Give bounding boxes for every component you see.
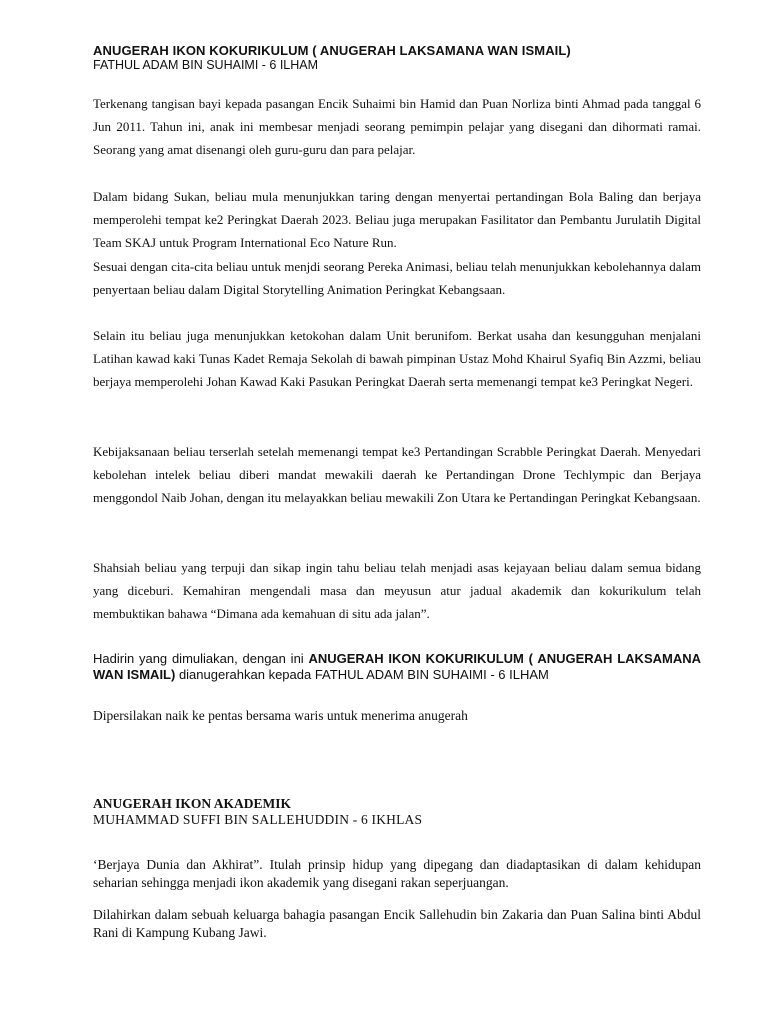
closing-invitation: Dipersilakan naik ke pentas bersama waris untuk menerima anugerah	[93, 708, 468, 723]
announcement-award-name: ANUGERAH IKON KOKURIKULUM ( ANUGERAH LAKSAMANA WAN ISMAIL)	[93, 651, 701, 682]
recipient-name-kokurikulum: FATHUL ADAM BIN SUHAIMI - 6 ILHAM	[93, 58, 319, 72]
announcement-paragraph	[93, 651, 701, 683]
announcement-prefix: Hadirin yang dimuliakan, dengan ini	[93, 651, 309, 666]
paragraph-principle: ‘Berjaya Dunia dan Akhirat”. Itulah prinsip hidup yang dipegang dan diadaptasikan di dalam kehidupan seharian sehingga menjadi ikon akademik yang disegani rakan seperjuangan.	[93, 857, 701, 890]
recipient-name-akademik: MUHAMMAD SUFFI BIN SALLEHUDDIN - 6 IKHLAS	[93, 812, 423, 827]
paragraph-family: Dilahirkan dalam sebuah keluarga bahagia pasangan Encik Sallehudin bin Zakaria dan Puan Salina binti Abdul Rani di Kampung Kubang Jawi.	[93, 907, 701, 940]
paragraph-animation: Sesuai dengan cita-cita beliau untuk menjdi seorang Pereka Animasi, beliau telah menunjukkan kebolehannya dalam penyertaan beliau dalam Digital Storytelling Animation Peringkat Kebangsaan.	[93, 259, 701, 298]
paragraph-birth: Terkenang tangisan bayi kepada pasangan Encik Suhaimi bin Hamid dan Puan Norliza binti Ahmad pada tanggal 6 Jun 2011. Tahun ini, anak ini membesar menjadi seorang pemimpin pelajar yang disegani dan dihormati ramai. Seorang yang amat disenangi oleh guru-guru dan para pelajar.	[93, 96, 701, 158]
paragraph-character: Shahsiah beliau yang terpuji dan sikap ingin tahu beliau telah menjadi asas kejayaan beliau dalam semua bidang yang diceburi. Kemahiran mengendali masa dan meyusun atur jadual akademik dan kokurikulum telah membuktikan bahawa “Dimana ada kemahuan di situ ada jalan”.	[93, 560, 701, 622]
paragraph-intellect: Kebijaksanaan beliau terserlah setelah memenangi tempat ke3 Pertandingan Scrabble Peringkat Daerah. Menyedari kebolehan intelek beliau diberi mandat mewakili daerah ke Pertandingan Drone Techlympic dan Berjaya menggondol Naib Johan, dengan itu melayakkan beliau mewakili Zon Utara ke Pertandingan Peringkat Kebangsaan.	[93, 444, 701, 506]
award-title-kokurikulum: ANUGERAH IKON KOKURIKULUM ( ANUGERAH LAKSAMANA WAN ISMAIL)	[93, 43, 571, 58]
award-title-akademik: ANUGERAH IKON AKADEMIK	[93, 796, 292, 811]
paragraph-uniform-unit: Selain itu beliau juga menunjukkan ketokohan dalam Unit berunifom. Berkat usaha dan kesungguhan menjalani Latihan kawad kaki Tunas Kadet Remaja Sekolah di bawah pimpinan Ustaz Mohd Khairul Syafiq Bin Azzmi, beliau berjaya memperolehi Johan Kawad Kaki Pasukan Peringkat Daerah serta memenangi tempat ke3 Peringkat Negeri.	[93, 328, 701, 390]
announcement-suffix: dianugerahkan kepada FATHUL ADAM BIN SUHAIMI - 6 ILHAM	[175, 667, 549, 682]
paragraph-sports: Dalam bidang Sukan, beliau mula menunjukkan taring dengan menyertai pertandingan Bola Baling dan berjaya memperolehi tempat ke2 Peringkat Daerah 2023. Beliau juga merupakan Fasilitator dan Pembantu Jurulatih Digital Team SKAJ untuk Program International Eco Nature Run.	[93, 189, 701, 251]
